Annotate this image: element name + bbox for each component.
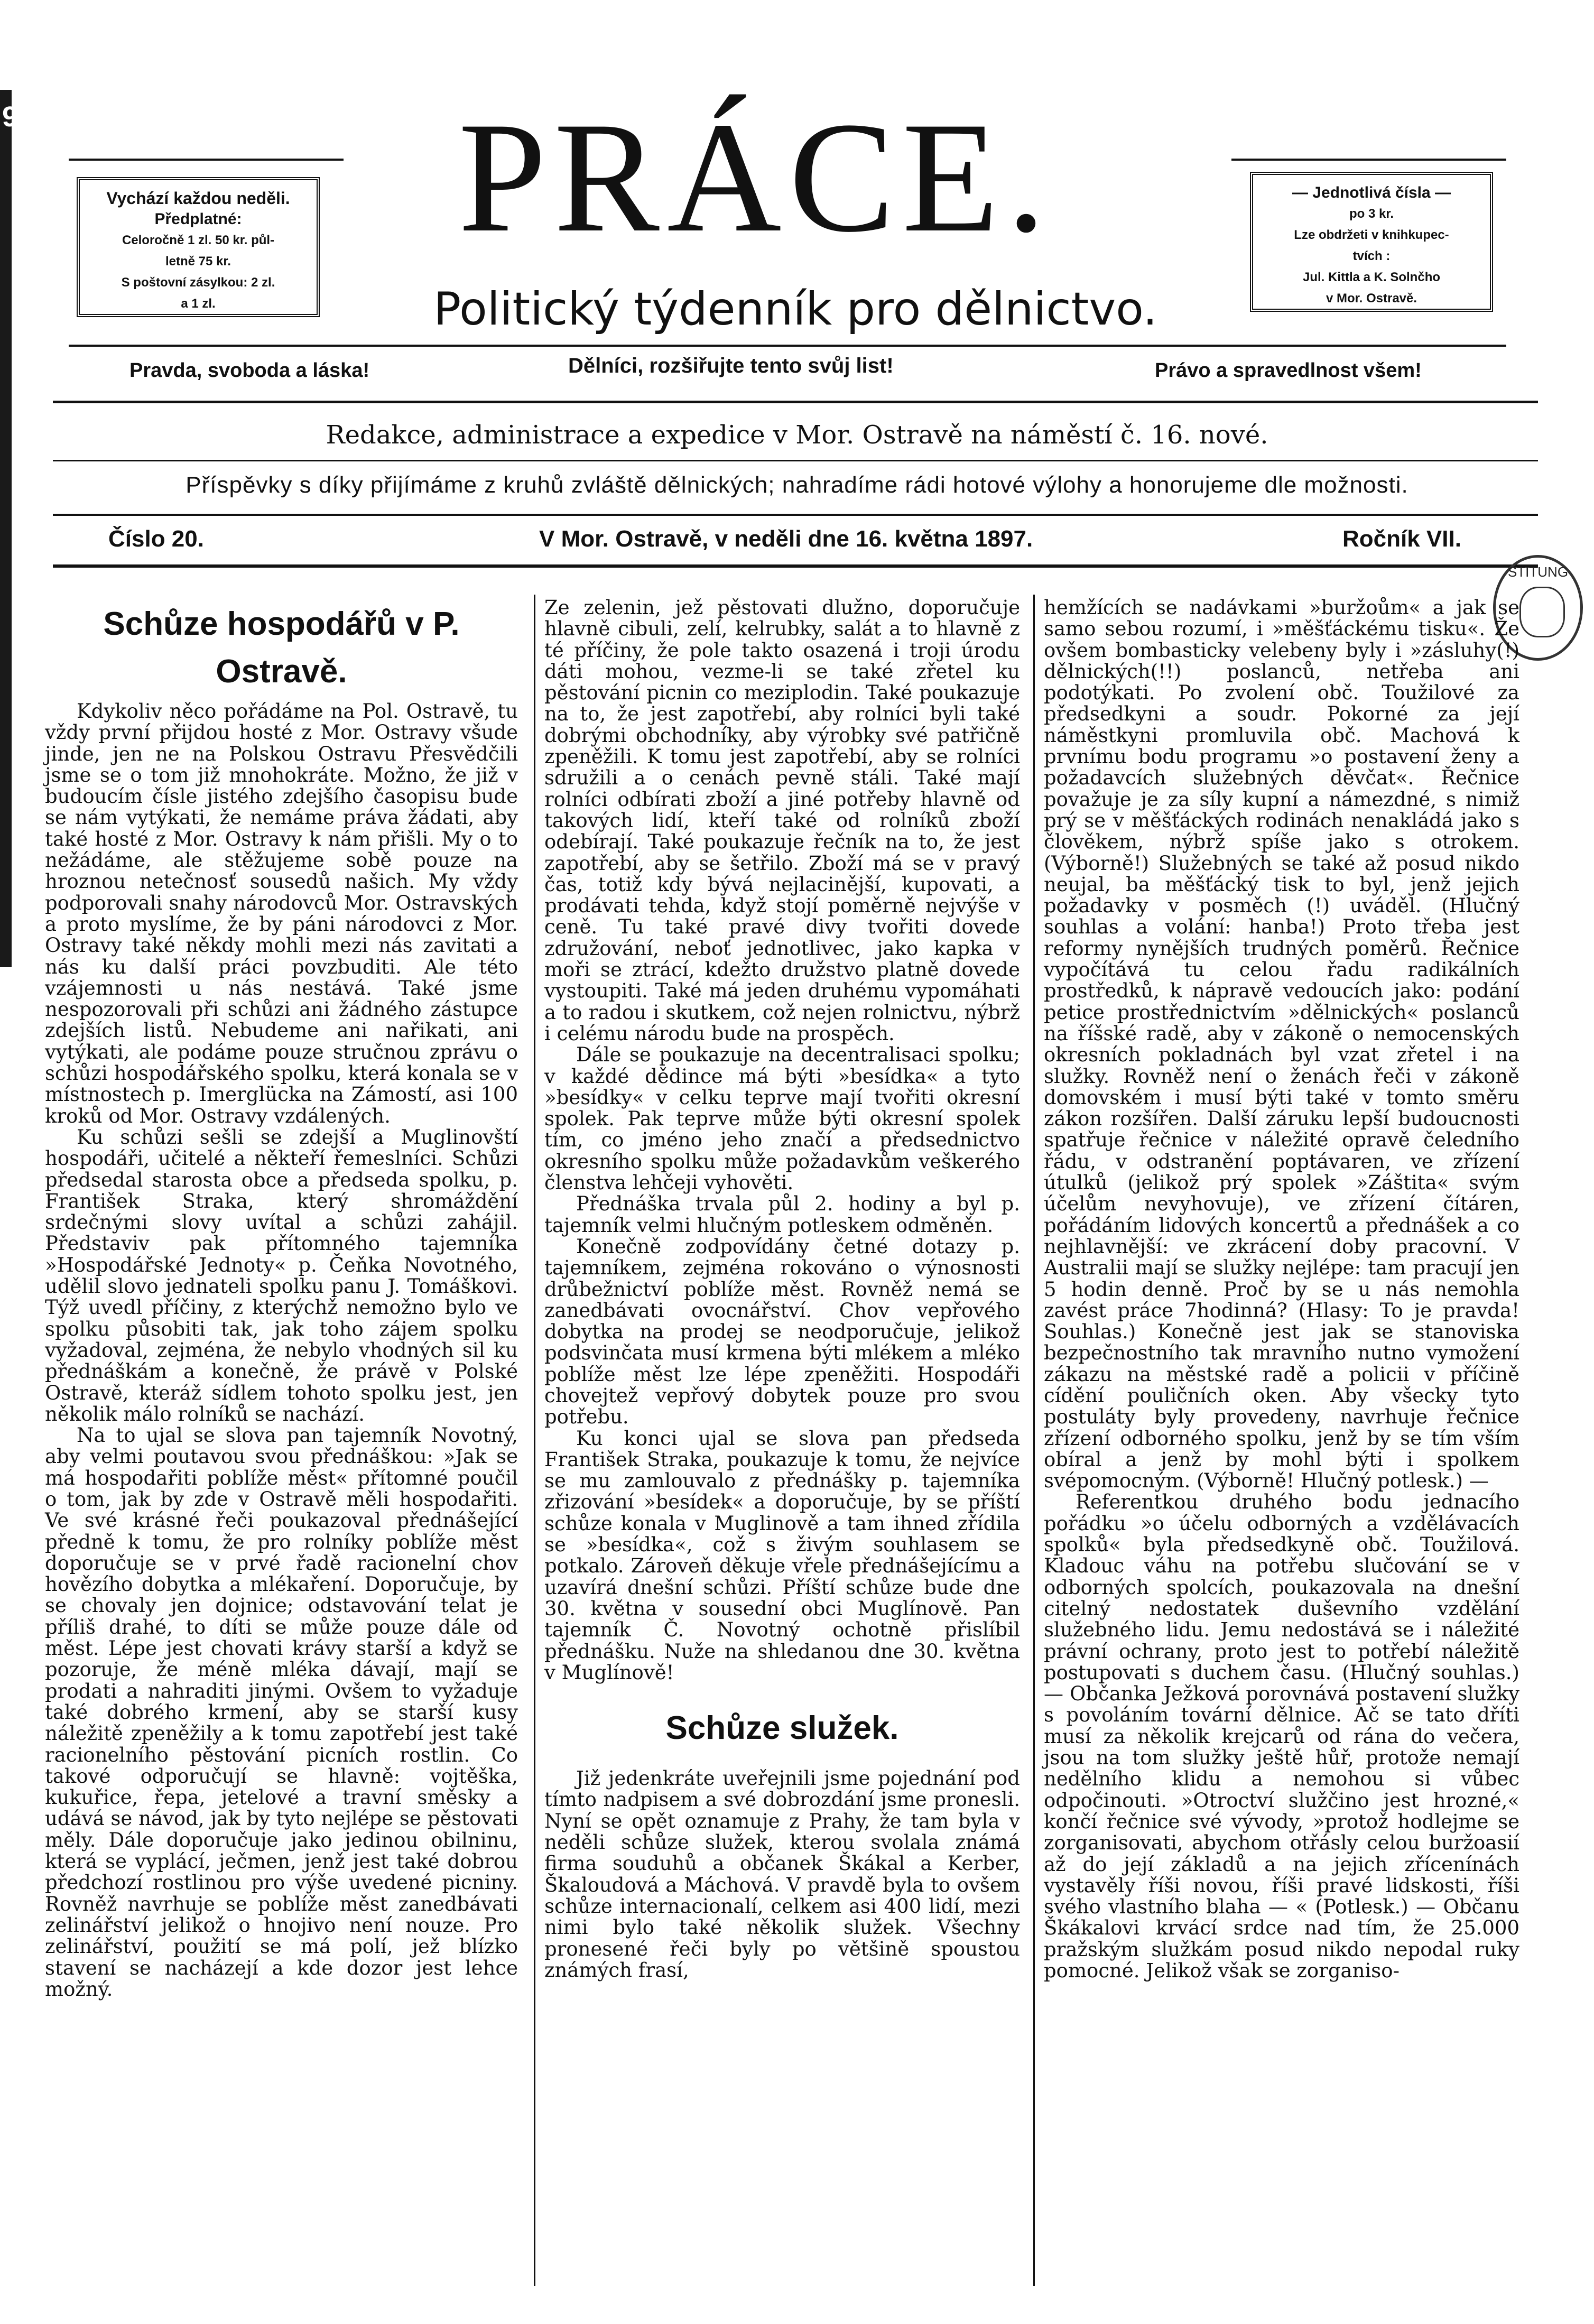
header-rule-right xyxy=(1231,159,1506,161)
column-rule-2 xyxy=(1033,595,1035,2286)
subscription-line: Vychází každou neděli. xyxy=(106,189,290,208)
motto-left: Pravda, svoboda a láska! xyxy=(129,359,370,382)
single-issue-line: Jul. Kittla a K. Solnčho xyxy=(1302,270,1441,284)
single-issue-box xyxy=(1250,172,1493,312)
article-paragraph: hemžících se nadávkami »buržoům« a jak se samo sebou rozumí, i »měšťáckému tisku«. Že ovšem bombasticky velebeny byly i »zásluhy(!) dělnických(!!) poslanců, netřeba ani podotýkati. Po zvolení obč. Toužilové za předsedkyni a soudr. Pokorné za její náměstkyni promluvila obč. Machová k prvnímu bodu programu »o postavení ženy a požadavcích služebných děvčat«. Řečnice považuje je za síly kupní a námezdné, s nimiž prý se v měšťáckých rodinách nenakládá jako s člověkem, nýbrž spíše jako s otrokem. (Výborně!) Služebných se také až posud nikdo neujal, ba měšťácký tisk to byl, jenž jejich požadavky v posměch (!) uváděl. (Hlučný souhlas a volání: hanba!) Proto třeba jest reformy nynějších trudných poměrů. Řečnice vypočítává tu celou řadu radikálních prostředků, k nápravě vedoucích jako: podání petice prostřednictvím »dělnických« poslanců na říšské radě, aby v zákoně o nemocenských okresních pokladnách byl vzat zřetel i na služky. Rovněž není o ženách řeči v zákoně domovském i musí býti také v tomto směru zákon rozšířen. Další záruku lepší budoucnosti spatřuje řečnice v náležité opravě čeledního řádu, v odstranění poptávaren, ve zřízení útulků (jelikož prý spolek »Záštita« svým účelům nevyhovuje), ve zřízení čítáren, pořádáním lidových koncertů a přednášek a co nejhlavnější: ve zkrácení doby pracovní. V Australii mají se služky nejlépe: tam pracují jen 5 hodin denně. Proč by se u nás nemohla zavést práce 7hodinná? (Hlasy: To je pravda! Souhlas.) Konečně jest jak se stanoviska bezpečnostního tak mravního nutno vymožení zákazu na městské radě a policii v příčině cídění pouličních oken. Aby všecky tyto postuláty byly provedeny, navrhuje řečnice zřízení odborného spolku, jenž by se tím vším obíral a jenž by mohl býti i spolkem svépomocným. (Výborně! Hlučný potlesk.) — xyxy=(1044,596,1519,1493)
motto-right: Právo a spravedlnost všem! xyxy=(1155,359,1422,382)
rule-below-dateline xyxy=(53,564,1538,568)
article-paragraph: Konečně zodpovídány četné dotazy p. tajemníkem, zejména rokováno o výnosnosti drůbežnictví poblíže měst. Rovněž nemá se zanedbávati ovocnářství. Chov vepřového dobytka na prodej se neodporučuje, jelikož podsvinčata musí krmena býti mlékem a mléko poblíže měst lze lépe zpeněžiti. Hospodáři chovejtež vepřový dobytek pouze pro svou potřebu. xyxy=(544,1235,1020,1429)
rule-above-dateline xyxy=(53,514,1538,516)
rule-above-address xyxy=(53,401,1538,403)
column-2 xyxy=(544,597,1020,1981)
address-line: Redakce, administrace a expedice v Mor. Ostravě na náměstí č. 16. nové. xyxy=(326,420,1268,450)
single-issue-line: v Mor. Ostravě. xyxy=(1326,291,1417,305)
article-headline-sluzek: Schůze služek. xyxy=(665,1710,899,1747)
subscription-line: letně 75 kr. xyxy=(165,254,231,268)
issue-number: Číslo 20. xyxy=(108,526,204,552)
subscription-line: S poštovní zásylkou: 2 zl. xyxy=(121,275,275,290)
contributions-line: Příspěvky s díky přijímáme z kruhů zvláště dělnických; nahradíme rádi hotové výlohy a honorujeme dle možnosti. xyxy=(186,472,1408,498)
margin-page-number: 9 xyxy=(2,101,18,133)
article-paragraph: Ku konci ujal se slova pan předseda František Straka, poukazuje k tomu, že nejvíce se mu zamlouvalo z přednášky p. tajemníka zřizování »besídek« a doporučuje, by se příští schůze konala v Muglinově a tam ihned zřídila se »besídka«, což s živým souhlasem se potkalo. Zároveň děkuje vřele přednášejícímu a uzavírá dnešní schůzi. Příští schůze bude dne 30. května v sousední obci Muglínově. Pan tajemník Č. Novotný ochotně přislíbil přednášku. Nuže na shledanou dne 30. května v Muglínově! xyxy=(544,1427,1020,1684)
header-rule-bottom xyxy=(69,345,1506,347)
article-paragraph: Dále se poukazuje na decentralisaci spolku; v každé dědince má býti »besídka« a tyto »besídky« v celku teprve mají tvořiti okresní spolek. Pak teprve může býti okresní spolek tím, co jméno jeho značí a předsednictvo okresního spolku může požadavkům veškerého členstva lehčeji vyhověti. xyxy=(544,1043,1020,1195)
header-rule-left xyxy=(69,159,344,161)
article-paragraph: Kdykoliv něco pořádáme na Pol. Ostravě, tu vždy první přijdou hosté z Mor. Ostravy všude jinde, jen ne na Polskou Ostravu Přesvědčili jsme se o tom již mnohokráte. Možno, že již v budoucím čísle jistého zdejšího časopisu bude se nám vytýkati, že nemáme práva žádati, aby také hosté z Mor. Ostravy k nám přišli. My o to nežádáme, ale stěžujeme sobě pouze na hroznou netečnosť sousedů našich. My vždy podporovali snahy národovců Mor. Ostravských a proto myslíme, že by páni národovci z Mor. Ostravy také někdy mohli mezi nás zavitati a nás ku další práci povzbuditi. Ale této vzájemnosti u nás nestává. Také jsme nespozorovali při schůzi ani žádného zástupce zdejších listů. Nebudeme ani nařikati, ani vytýkati, ale podáme pouze stručnou zprávu o schůzi hospodářského spolku, která konala se v místnostech p. Imerglücka na Zámostí, asi 100 kroků od Mor. Ostravy vzdálených. xyxy=(45,700,518,1127)
stamp-emblem-icon xyxy=(1519,587,1565,637)
subscription-line: a 1 zl. xyxy=(181,297,216,311)
single-issue-line: Lze obdržeti v knihkupec- xyxy=(1294,228,1449,242)
masthead-subtitle: Politický týdenník pro dělnictvo. xyxy=(433,283,1157,336)
subscription-box xyxy=(77,177,320,317)
volume-number: Ročník VII. xyxy=(1342,526,1461,552)
article-paragraph: Přednáška trvala půl 2. hodiny a byl p. tajemník velmi hlučným potleskem odměněn. xyxy=(544,1192,1020,1237)
column-3 xyxy=(1044,597,1519,1982)
masthead-title: PRÁCE. xyxy=(458,89,1053,265)
article-paragraph: Referentkou druhého bodu jednacího pořádku »o účelu odborných a vzdělávacích spolků« byla předsedkyně obč. Toužilová. Kladouc váhu na potřebu slučování se v odborných spolcích, poukazovala na dnešní citelný nedostatek duševního vzdělání služebného lidu. Jemu nedostává se i náležité právní ochrany, proto jest to potřebí náležitě postupovati s duchem času. (Hlučný souhlas.) — Občanka Ježková porovnává postavení služky s povoláním tovární dělnice. Ač se tato dříti musí za několik krejcarů od rána do večera, jsou na tom služky ještě hůř, protože nemají nedělního klidu a nemohou si vůbec odpočinouti. »Otroctví služčino jest hrozné,« končí řečnice své vývody, »protož hodlejme se zorganisovati, abychom otřásly celou buržoasií až do její základů a na jejich zřícenínách vystavěly říši novou, říši pravé lidskosti, říši svého vlastního blaha — « (Potlesk.) — Občanu Škákalovi krvácí srdce nad tím, že 25.000 pražským služkám posud nikdo nepodal ruky pomocné. Jelikož však se zorganiso- xyxy=(1044,1490,1519,1982)
subscription-line: Předplatné: xyxy=(154,210,242,228)
article-headline-hospodaru: Schůze hospodářů v P. Ostravě. xyxy=(103,606,460,690)
subscription-line: Celoročně 1 zl. 50 kr. půl- xyxy=(122,233,275,247)
scan-edge xyxy=(0,90,12,967)
stamp-text: STITUNG xyxy=(1507,564,1569,580)
column-rule-1 xyxy=(534,595,535,2286)
rule-below-address xyxy=(53,460,1538,461)
column-1 xyxy=(45,597,518,2000)
single-issue-line: po 3 kr. xyxy=(1349,207,1394,221)
article-paragraph: Již jedenkráte uveřejnili jsme pojednání pod tímto nadpisem a své dobrozdání jsme pronesli. Nyní se opět oznamuje z Prahy, že tam byla v neděli schůze služek, kterou svolala známá firma souduhů a občanek Škákal a Kerber, Škaloudová a Máchová. V pravdě byla to ovšem schůze internacionalí, celkem asi 400 lidí, mezi nimi bylo také několik služek. Všechny pronesené řeči byly po většině spoustou známých frasí, xyxy=(544,1767,1020,1982)
article-paragraph: Ku schůzi sešli se zdejší a Muglinovští hospodáři, učitelé a někteří řemeslníci. Schůzi předsedal starosta obce a předseda spolku, p. František Straka, který shromáždění srdečnými slovy uvítal a schůzi zahájil. Představiv pak přítomného tajemníka »Hospodářské Jednoty« p. Čeňka Novotného, udělil slovo jednateli spolku panu J. Tomáškovi. Týž uvedl příčiny, z kterýchž nemožno bylo ve spolku působiti tak, jak toho zájem spolku vyžadoval, zejména, že nebylo vhodných sil ku přednáškám a konečně, že právě v Polské Ostravě, kteráž sídlem tohoto spolku jest, jen několik málo rolníků se nachází. xyxy=(45,1125,518,1425)
article-paragraph: Ze zelenin, jež pěstovati dlužno, doporučuje hlavně cibuli, zelí, kelrubky, salát a to hlavně z té příčiny, že pole takto osazená i troji úrodu dáti mohou, vezme-li se také zřetel ku pěstování picnin co meziplodin. Také poukazuje na to, že jest zapotřebí, aby rolníci byli také dobrými obchodníky, aby výrobky své patřičně zpeněžili. K tomu jest zapotřebí, aby se rolníci sdružili a o cenách pevně stáli. Také mají rolníci odbírati zboží a jiné potřeby hlavně od takových lidí, kteří také od rolníků zboží odebírají. Také poukazuje řečník na to, že jest zapotřebí, aby se šetřilo. Zboží má se v pravý čas, totiž kdy bývá nejlacinější, kupovati, a prodávati tehda, když stojí poměrně nejvýše v ceně. Tu také pravé divy tvořiti dovede združování, neboť jednotlivec, jako kapka v moři se ztrácí, kdežto družstvo platně dovede vystoupiti. Také má jeden druhému vypomáhati a to radou i skutkem, což nejen rolnictvu, nýbrž i celému národu bude na prospěch. xyxy=(544,596,1020,1045)
article-paragraph: Na to ujal se slova pan tajemník Novotný, aby velmi poutavou svou přednáškou: »Jak se má hospodařiti poblíže měst« přítomné poučil o tom, jak by zde v Ostravě měli hospodařiti. Ve své krásné řeči poukazoval přednášející předně k tomu, že pro rolníky poblíže měst doporučuje se v prvé řadě racionelní chov hovězího dobytka a mlékaření. Doporučuje, by se chovaly jen dojnice; odstavování telat je příliš drahé, to díti se může pouze dále od měst. Lépe jest chovati krávy starší a když se pozoruje, že méně mléka dávají, mají se prodati a nahraditi jinými. Ovšem to vyžaduje také dobrého krmení, aby se starší kusy náležitě zpeněžily a k tomu zapotřebí jest také racionelního pěstování picních rostlin. Co takové odporučují se hlavně: vojtěška, kukuřice, řepa, jetelové a travní směsky a udává se návod, jak by tyto nejlépe se pěstovati měly. Dále doporučuje jako jedinou obilninu, která se vyplácí, ječmen, jenž jest také dobrou předchozí rostlinou pro výše uvedené picniny. Rovněž navrhuje se poblíže měst zanedbávati zelinářství jelikož o hnojivo není nouze. Pro zelinářství, použití se má polí, jež blízko stavení se nacházejí a kde dozor jest lehce možný. xyxy=(45,1424,518,2001)
single-issue-line: tvích : xyxy=(1352,249,1391,263)
single-issue-line: — Jednotlivá čísla — xyxy=(1292,184,1451,201)
dateline: V Mor. Ostravě, v neděli dne 16. května 1897. xyxy=(539,526,1033,552)
motto-center: Dělníci, rozšiřujte tento svůj list! xyxy=(568,354,894,377)
